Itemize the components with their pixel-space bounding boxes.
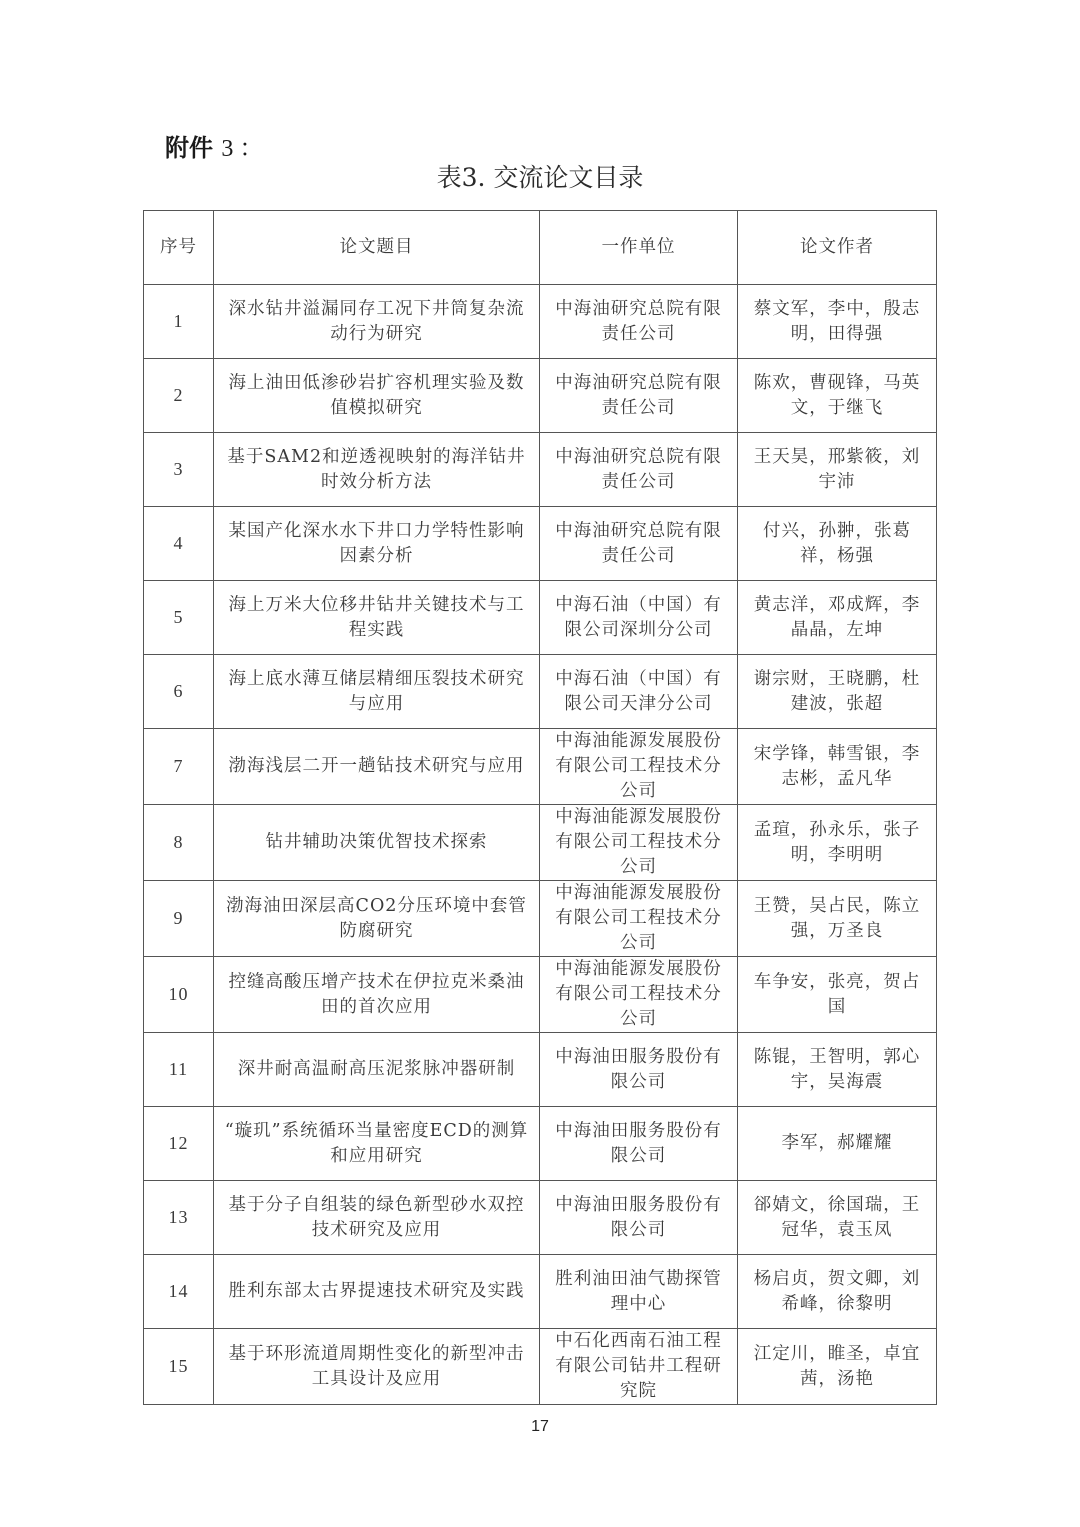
cell-title: 某国产化深水水下井口力学特性影响因素分析 [214,507,540,581]
cell-title: 基于环形流道周期性变化的新型冲击工具设计及应用 [214,1329,540,1405]
cell-authors: 黄志洋，邓成辉，李晶晶，左坤 [738,581,937,655]
cell-index: 1 [144,285,214,359]
cell-authors: 杨启贞，贺文卿，刘希峰，徐黎明 [738,1255,937,1329]
cell-index: 11 [144,1033,214,1107]
page-number: 17 [531,1418,549,1435]
cell-title: 海上万米大位移井钻井关键技术与工程实践 [214,581,540,655]
cell-index: 7 [144,729,214,805]
cell-title: 渤海油田深层高CO2分压环境中套管防腐研究 [214,881,540,957]
cell-unit: 中海油能源发展股份有限公司工程技术分公司 [540,957,738,1033]
table-row [144,881,937,957]
cell-unit: 中海油研究总院有限责任公司 [540,433,738,507]
cell-unit: 中海油能源发展股份有限公司工程技术分公司 [540,881,738,957]
cell-authors: 郤婧文，徐国瑞，王冠华，袁玉凤 [738,1181,937,1255]
cell-unit: 中海油田服务股份有限公司 [540,1107,738,1181]
cell-authors: 车争安，张亮，贺占国 [738,957,937,1033]
table-row [144,1107,937,1181]
cell-title: 基于SAM2和逆透视映射的海洋钻井时效分析方法 [214,433,540,507]
table-row [144,285,937,359]
cell-title: 钻井辅助决策优智技术探索 [214,805,540,881]
attachment-number: 3 ： [221,136,264,162]
cell-title: 海上底水薄互储层精细压裂技术研究与应用 [214,655,540,729]
cell-authors: 付兴，孙翀，张葛祥，杨强 [738,507,937,581]
table-row [144,655,937,729]
cell-authors: 谢宗财，王晓鹏，杜建波，张超 [738,655,937,729]
header-title: 论文题目 [214,211,540,285]
cell-title: 海上油田低渗砂岩扩容机理实验及数值模拟研究 [214,359,540,433]
header-unit: 一作单位 [540,211,738,285]
header-index: 序号 [144,211,214,285]
cell-title: 深井耐高温耐高压泥浆脉冲器研制 [214,1033,540,1107]
cell-unit: 中海油田服务股份有限公司 [540,1181,738,1255]
cell-unit: 中海油研究总院有限责任公司 [540,359,738,433]
header-authors: 论文作者 [738,211,937,285]
table-row [144,1255,937,1329]
cell-authors: 蔡文军，李中，殷志明，田得强 [738,285,937,359]
paper-table [143,210,937,1405]
cell-title: 基于分子自组装的绿色新型砂水双控技术研究及应用 [214,1181,540,1255]
cell-index: 4 [144,507,214,581]
cell-title: 胜利东部太古界提速技术研究及实践 [214,1255,540,1329]
cell-authors: 李军，郝耀耀 [738,1107,937,1181]
cell-index: 2 [144,359,214,433]
cell-index: 12 [144,1107,214,1181]
cell-index: 10 [144,957,214,1033]
cell-index: 9 [144,881,214,957]
table-row [144,957,937,1033]
cell-index: 14 [144,1255,214,1329]
cell-index: 8 [144,805,214,881]
table-row [144,507,937,581]
cell-authors: 陈欢，曹砚锋，马英文，于继飞 [738,359,937,433]
cell-authors: 王赞，吴占民，陈立强，万圣良 [738,881,937,957]
cell-title: 控缝高酸压增产技术在伊拉克米桑油田的首次应用 [214,957,540,1033]
cell-unit: 中海石油（中国）有限公司天津分公司 [540,655,738,729]
cell-authors: 王天昊，邢紫筱，刘宇沛 [738,433,937,507]
cell-authors: 宋学锋，韩雪银，李志彬，孟凡华 [738,729,937,805]
cell-index: 15 [144,1329,214,1405]
table-row [144,1181,937,1255]
cell-title: 渤海浅层二开一趟钻技术研究与应用 [214,729,540,805]
cell-unit: 中海油能源发展股份有限公司工程技术分公司 [540,805,738,881]
table-row [144,359,937,433]
cell-index: 3 [144,433,214,507]
cell-unit: 中海油能源发展股份有限公司工程技术分公司 [540,729,738,805]
cell-title: 深水钻井溢漏同存工况下井筒复杂流动行为研究 [214,285,540,359]
cell-authors: 陈锟，王智明，郭心宇，吴海震 [738,1033,937,1107]
table-header-row [144,211,937,285]
table-row [144,805,937,881]
cell-index: 13 [144,1181,214,1255]
cell-authors: 江定川，睢圣，卓宜茜，汤艳 [738,1329,937,1405]
table-title: 表3. 交流论文目录 [436,163,644,192]
cell-unit: 胜利油田油气勘探管理中心 [540,1255,738,1329]
table-row [144,1329,937,1405]
table-row [144,433,937,507]
cell-title: “璇玑”系统循环当量密度ECD的测算和应用研究 [214,1107,540,1181]
cell-authors: 孟瑄，孙永乐，张子明，李明明 [738,805,937,881]
cell-unit: 中海油研究总院有限责任公司 [540,285,738,359]
cell-unit: 中海油田服务股份有限公司 [540,1033,738,1107]
cell-index: 5 [144,581,214,655]
cell-unit: 中海油研究总院有限责任公司 [540,507,738,581]
table-row [144,1033,937,1107]
table-row [144,581,937,655]
cell-unit: 中海石油（中国）有限公司深圳分公司 [540,581,738,655]
attachment-text: 附件 [165,134,213,162]
cell-unit: 中石化西南石油工程有限公司钻井工程研究院 [540,1329,738,1405]
table-row [144,729,937,805]
cell-index: 6 [144,655,214,729]
